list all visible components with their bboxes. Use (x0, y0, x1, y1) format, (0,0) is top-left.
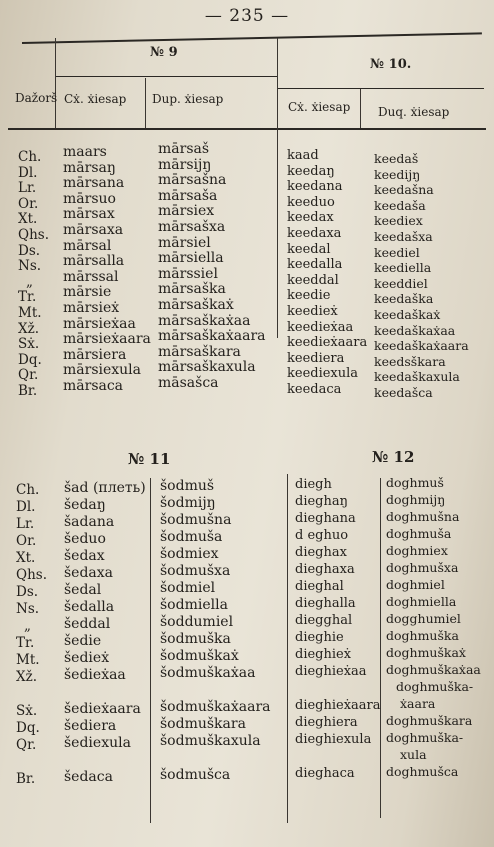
case-label: Qhs. (18, 226, 49, 243)
cell: keedaškaxula (374, 369, 460, 385)
cell: dieghieẋaa (295, 664, 367, 679)
table1-vline-4 (360, 88, 361, 128)
table1-cases (18, 150, 49, 400)
cell: mārsal (63, 237, 112, 254)
cell: mārsiel (158, 234, 211, 251)
case-label: Xt. (16, 550, 36, 566)
table1-col4 (374, 151, 469, 401)
cell: keeduo (287, 194, 335, 210)
cell (160, 683, 271, 700)
cell: šodmuškara (160, 716, 246, 732)
cell: doghmiel (386, 577, 445, 592)
cell: šadana (64, 514, 115, 530)
cell: keedašxa (374, 228, 433, 244)
cell: šeddal (64, 616, 111, 632)
cell: šedaca (64, 769, 113, 785)
cell: šodmušxa (160, 563, 231, 579)
cell: mārsaškaẋaara (158, 328, 266, 345)
table2-col3 (295, 477, 381, 783)
cell: xula (400, 747, 427, 762)
cell: šedie (64, 633, 102, 649)
cell: keedieẋ (287, 303, 338, 319)
table1-subheader-rule-left (56, 76, 277, 77)
cell: mārsaŋ (63, 159, 116, 176)
page-number: — 235 — (204, 6, 290, 26)
cell: keedaša (374, 197, 426, 213)
cell: mārsaškaẋaa (158, 312, 251, 329)
cell: keedaška (374, 291, 434, 307)
cell: šodmuškaẋ (160, 648, 239, 664)
cell: keediera (287, 350, 345, 366)
cell: kaad (287, 148, 319, 163)
cell: doghmijŋ (386, 492, 446, 507)
cell: mārssiel (158, 265, 218, 282)
cell (295, 681, 381, 698)
case-label: Mt. (18, 304, 42, 321)
case-label: Xž. (16, 669, 38, 685)
cell: mārsaškara (158, 343, 241, 360)
table1-vline-3 (145, 78, 146, 128)
table1-col-header-4: Duq. ẋiesap (378, 105, 450, 119)
case-label: Or. (18, 195, 39, 212)
cell: mārsiera (63, 346, 127, 363)
case-label: Sẋ. (16, 703, 38, 719)
table1-subheader-rule-right (278, 88, 484, 89)
cell: mārsieẋaa (63, 315, 136, 332)
cell: mārsiella (158, 250, 224, 267)
cell: dieghax (295, 545, 347, 560)
cell: keeddiel (374, 275, 428, 291)
cell: doghmuška- (396, 679, 474, 694)
cell: dieghalla (295, 596, 356, 611)
cell: dieghieẋaara (295, 698, 381, 713)
cell: doghmuška- (386, 730, 464, 745)
cell: mārsaška (158, 281, 226, 298)
cell: mārsaša (158, 187, 218, 204)
cell: dieghaŋ (295, 494, 348, 509)
table2-cases (16, 483, 47, 789)
table2-vline-1 (150, 478, 151, 823)
cell: keediexula (287, 366, 359, 382)
table1-vline-2 (277, 38, 278, 338)
cell: keedaškaẋaara (374, 338, 469, 354)
cell: šedieẋ (64, 650, 110, 666)
table2-col4 (386, 475, 481, 781)
cell: mārsana (63, 175, 125, 192)
cell: šedal (64, 582, 102, 598)
cell: d eghuo (295, 528, 349, 543)
cell: doghmuškara (386, 713, 473, 728)
cell: šodmušca (160, 767, 231, 783)
cell: diegh (295, 477, 332, 492)
table1-group-right: № 10. (370, 57, 412, 72)
cell: keediex (374, 213, 423, 229)
cell: šedieẋaara (64, 701, 141, 717)
cell: keedal (287, 241, 331, 257)
cell: keedieẋaa (287, 319, 354, 335)
table1-group-left: № 9 (150, 45, 178, 60)
cell: keedaškaẋaa (374, 322, 456, 338)
case-label: Sẋ. (18, 336, 40, 353)
cell: mārsijŋ (158, 156, 212, 173)
cell: keedsškara (374, 353, 446, 369)
cell: šedalla (64, 599, 115, 615)
cell: keedaŋ (287, 163, 335, 179)
cell: dieghieẋ (295, 647, 352, 662)
cell: ẋaara (400, 696, 436, 711)
cell: keediella (374, 260, 432, 276)
cell: keeddal (287, 272, 339, 288)
cell: keedax (287, 210, 334, 226)
cell: mārssal (63, 268, 119, 285)
cell: diegghal (295, 613, 353, 628)
case-label: Ns. (16, 601, 40, 617)
cell: šedieẋaa (64, 667, 126, 683)
case-label: Qr. (18, 367, 39, 384)
case-label: Xž. (18, 320, 40, 337)
cell: doghmuš (386, 475, 444, 490)
cell (295, 749, 381, 766)
cell: šodmuška (160, 631, 231, 647)
cell: mārsaškaxula (158, 359, 256, 376)
cell: dieghiexula (295, 732, 372, 747)
case-label: Ds. (18, 242, 41, 259)
cell: dieghaxa (295, 562, 355, 577)
cell: dieghaca (295, 766, 355, 781)
cell: maars (63, 144, 107, 160)
cell: mārsalla (63, 253, 125, 270)
cell: dieghie (295, 630, 344, 645)
cell: māsašca (158, 374, 219, 391)
cell: šedaŋ (64, 497, 106, 513)
cell: dieghal (295, 579, 344, 594)
cell: keedaca (287, 381, 342, 397)
cell: doghmuška (386, 628, 459, 643)
cell (64, 685, 146, 702)
cell (160, 751, 271, 768)
table1-col1 (63, 145, 151, 395)
cell: šodmušna (160, 512, 232, 528)
cell: keediel (374, 244, 420, 260)
cell: mārsaš (158, 141, 210, 157)
cell: šodmiella (160, 597, 228, 613)
case-label (16, 687, 47, 704)
case-label: Ch. (16, 482, 40, 498)
case-label: Ds. (16, 584, 39, 600)
cell: keedaš (374, 151, 419, 166)
table2-title-left: № 11 (128, 450, 171, 468)
case-label: „ (24, 618, 31, 634)
cell: doghmuša (386, 526, 452, 541)
cell: doghmušxa (386, 560, 459, 575)
cell: mārsašxa (158, 218, 226, 235)
case-label: Dq. (18, 351, 42, 368)
cell: keedašna (374, 182, 434, 198)
table1-col-header-3: Cẋ. ẋiesap (288, 100, 351, 114)
case-label: Lr. (16, 516, 35, 532)
cell: šodmuškaxula (160, 733, 261, 749)
table1-col-header-1: Cẋ. ẋiesap (64, 92, 127, 106)
cell: keedie (287, 288, 331, 304)
case-label: Br. (16, 771, 36, 787)
cell: šodmuškaẋaa (160, 665, 256, 681)
cell: šad (плеть) (64, 480, 146, 496)
table2-col1 (64, 481, 146, 787)
cell: keedana (287, 179, 343, 195)
cell: mārsaxa (63, 221, 124, 238)
cell: šoddumiel (160, 614, 234, 630)
cell: dieghana (295, 511, 356, 526)
table1-left-header: Dažorš (15, 91, 58, 105)
table2-vline-2 (287, 474, 288, 823)
cell: doghmušna (386, 509, 460, 524)
cell: mārsaškaẋ (158, 296, 234, 313)
table1-vline-1 (55, 38, 56, 128)
cell: mārsie (63, 284, 112, 301)
case-label: Qr. (16, 737, 37, 753)
cell: šediera (64, 718, 117, 734)
case-label: Dl. (16, 499, 36, 515)
cell: šodmuša (160, 529, 223, 545)
cell: dogghumiel (386, 611, 461, 626)
case-label: Tr. (16, 635, 35, 651)
cell: keedijŋ (374, 166, 421, 182)
cell: mārsaca (63, 377, 124, 394)
cell: šodmiex (160, 546, 219, 562)
cell: šodmiel (160, 580, 216, 596)
table1-header-rule (8, 128, 486, 130)
case-label: Ns. (18, 258, 42, 275)
case-label: Mt. (16, 652, 40, 668)
cell: mārsašna (158, 172, 227, 189)
cell: šodmuš (160, 478, 215, 494)
cell: šedax (64, 548, 105, 564)
table1-col-header-2: Dup. ẋiesap (152, 92, 224, 106)
case-label: Br. (18, 382, 38, 399)
table2-col2 (160, 479, 271, 785)
cell: mārsiexula (63, 362, 141, 379)
cell: šodmijŋ (160, 495, 216, 511)
cell: keedalla (287, 257, 343, 273)
case-label: Qhs. (16, 567, 47, 583)
cell: doghmiella (386, 594, 457, 609)
cell: mārsieẋ (63, 299, 120, 316)
case-label: Ch. (18, 149, 42, 165)
case-label: Xt. (18, 211, 38, 228)
table1-col3 (287, 148, 367, 398)
cell: mārsieẋaara (63, 331, 151, 348)
cell: šediexula (64, 735, 131, 751)
cell: doghmuškaẋaa (386, 662, 481, 677)
table2-title-right: № 12 (372, 448, 415, 466)
cell: mārsuo (63, 190, 116, 207)
case-label: Lr. (18, 180, 37, 197)
case-label (16, 755, 47, 772)
cell: keedaxa (287, 225, 342, 241)
cell: šedaxa (64, 565, 114, 581)
cell: šeduo (64, 531, 106, 547)
case-label: Tr. (18, 289, 37, 306)
case-label: Or. (16, 533, 37, 549)
table1-col2 (158, 142, 266, 392)
case-label: Dl. (18, 164, 38, 181)
cell: keedaškaẋ (374, 306, 441, 322)
cell: dieghiera (295, 715, 358, 730)
case-label: „ (26, 273, 33, 290)
cell: doghmiex (386, 543, 448, 558)
cell (64, 753, 146, 770)
cell: doghmušca (386, 764, 459, 779)
cell: keedašca (374, 384, 433, 400)
case-label: Dq. (16, 720, 40, 736)
cell: šodmuškaẋaara (160, 699, 271, 715)
cell: keedieẋaara (287, 335, 368, 351)
cell: doghmuškaẋ (386, 645, 466, 660)
cell: mārsiex (158, 203, 215, 220)
cell: mārsax (63, 206, 115, 223)
table1-top-rule (22, 32, 482, 44)
